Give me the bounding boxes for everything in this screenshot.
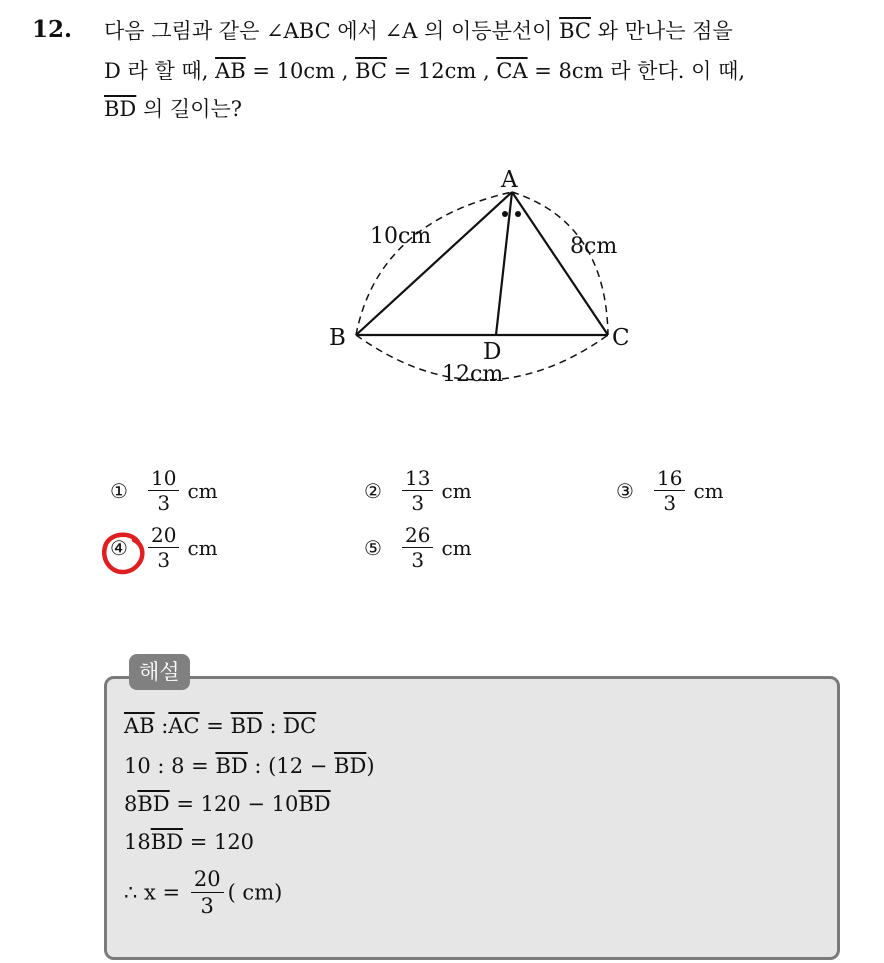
solution-line-2 [124,754,375,778]
segment-bd: $\overline{BD}$ [215,754,248,778]
answer-circle-mark [98,528,150,578]
numerator: 26 [402,523,433,548]
question-text: = 12cm , [386,59,497,83]
choice-number: ④ [110,535,128,560]
solution-text: ∴ x = [124,880,187,905]
solution-text: ) [366,754,375,778]
numerator: 20 [191,866,224,893]
triangle-figure [320,160,640,400]
length-ac: 8cm [570,234,618,259]
solution-fraction [191,866,224,919]
solution-line-4 [124,830,254,854]
segment-ab: $\overline{AB}$ [215,59,246,83]
denominator: 3 [157,491,171,515]
question-line-1 [104,16,733,46]
segment-bd: $\overline{BD}$ [137,792,170,816]
solution-line-3 [124,792,331,816]
segment-bd: $\overline{BD}$ [230,714,263,738]
length-bc: 12cm [442,362,504,387]
segment-bd: $\overline{BD}$ [298,792,331,816]
question-line-3 [104,94,242,124]
segment-ca: $\overline{CA}$ [496,59,528,83]
denominator: 3 [411,548,425,572]
choice-unit: cm [187,535,218,560]
numerator: 16 [654,466,685,491]
solution-line-1 [124,714,316,738]
segment-bd: $\overline{BD}$ [104,97,137,121]
solution-text: 18 [124,830,151,854]
solution-text: = 120 [183,830,255,854]
choice-1[interactable] [110,466,218,515]
question-line-2 [104,56,745,86]
solution-line-5 [124,866,282,919]
choice-fraction [148,523,179,572]
segment-bc: $\overline{BC}$ [355,59,387,83]
solution-text: : [154,714,169,738]
question-text: 다음 그림과 같은 ∠ABC 에서 ∠A 의 이등분선이 [104,19,560,43]
numerator: 13 [402,466,433,491]
segment-bd: $\overline{BD}$ [150,830,184,854]
denominator: 3 [411,491,425,515]
choice-unit: cm [693,478,724,503]
length-ab: 10cm [370,224,432,249]
choice-fraction [148,466,179,515]
question-text: D 라 할 때, [104,59,216,83]
solution-tag: 해설 [129,654,190,690]
choice-fraction [402,466,433,515]
choice-fraction [654,466,685,515]
segment-dc: $\overline{DC}$ [283,714,317,738]
question-number: 12. [32,16,73,43]
question-text: = 10cm , [245,59,356,83]
choice-2[interactable] [364,466,472,515]
segment-bc: $\overline{BC}$ [559,19,591,43]
segment-ac: $\overline{AC}$ [168,714,200,738]
denominator: 3 [200,894,214,918]
label-b: B [329,325,346,351]
solution-unit: ( cm) [227,880,283,905]
label-d: D [483,339,502,365]
choice-number: ② [364,478,382,503]
angle-mark-dot [502,211,508,217]
choice-fraction [402,523,433,572]
segment-ab: $\overline{AB}$ [124,714,155,738]
choice-unit: cm [441,535,472,560]
segment-bd: $\overline{BD}$ [334,754,367,778]
denominator: 3 [157,548,171,572]
question-text: 의 길이는? [136,97,243,121]
choice-number: ⑤ [364,535,382,560]
side-ab [356,192,512,335]
choice-unit: cm [441,478,472,503]
solution-text: = 120 − 10 [169,792,299,816]
choice-unit: cm [187,478,218,503]
choice-number: ① [110,478,128,503]
numerator: 10 [148,466,179,491]
label-a: A [501,167,518,193]
choice-3[interactable] [616,466,724,515]
numerator: 20 [148,523,179,548]
choice-number: ③ [616,478,634,503]
solution-text: : (12 − [247,754,335,778]
solution-text: 8 [124,792,138,816]
solution-text: : [262,714,284,738]
choice-5[interactable] [364,523,472,572]
solution-text: = [199,714,231,738]
question-text: 와 만나는 점을 [591,19,733,43]
label-c: C [612,325,630,351]
question-text: = 8cm 라 한다. 이 때, [527,59,746,83]
solution-text: 10 : 8 = [124,754,216,778]
denominator: 3 [663,491,677,515]
angle-mark-dot [515,211,521,217]
